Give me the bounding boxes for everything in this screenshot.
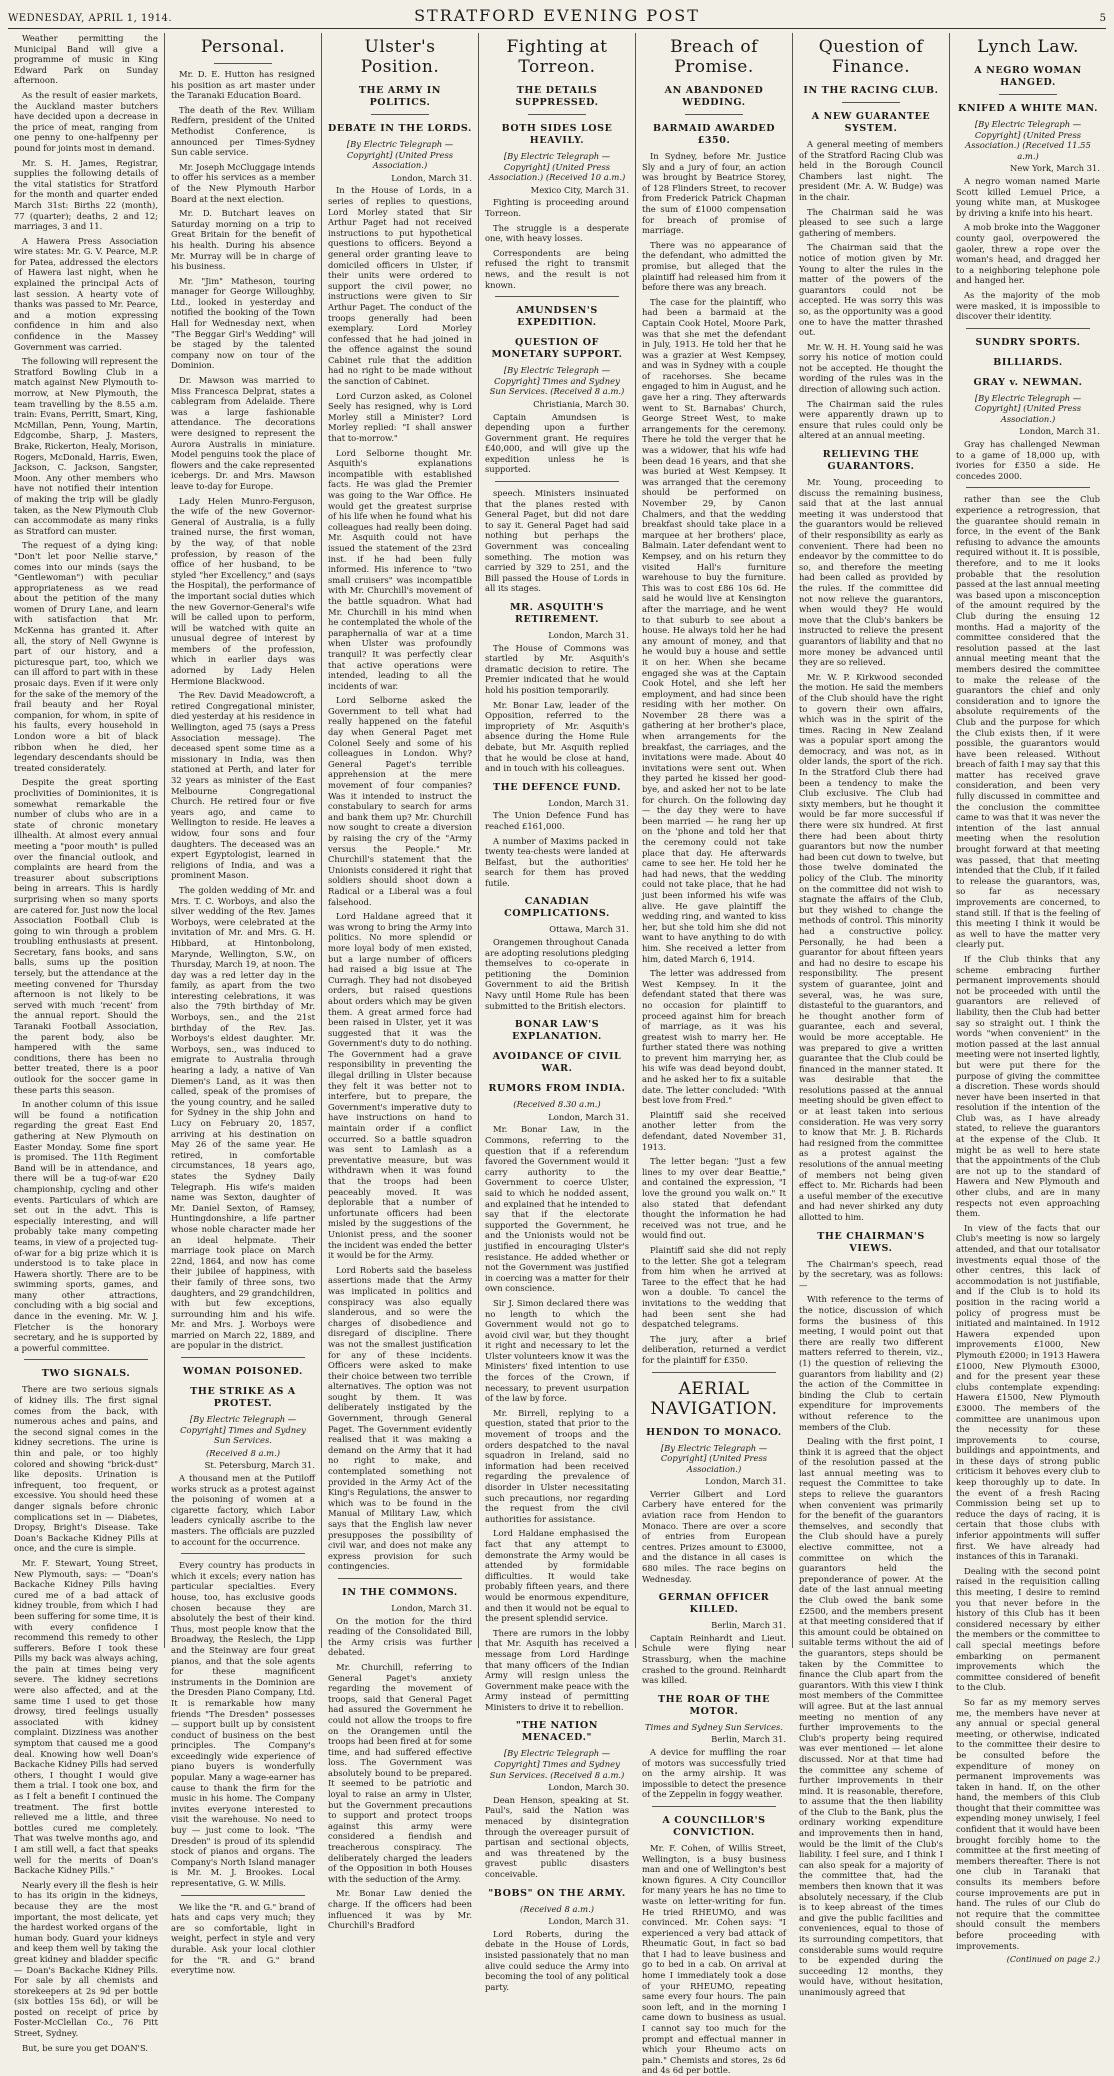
subheading: THE ARMY IN POLITICS. [358,85,442,108]
paragraph: Mr. D. Butchart leaves on Saturday morning on a trip to Great Britain for the benefit of his health. During his absence Mr. Murray will be in charge of his business. [171,208,315,272]
ad-heading: A COUNCILLOR'S CONVICTION. [662,1814,766,1838]
subheading: BILLIARDS. [993,356,1063,368]
paragraph: Lord Haldane agreed that it was wrong to bring the Army into politics. No more splendid or more loyal body of men existed, but a large number of officers had raised a big issue at The Curragh. They had not disobeyed orders, but raised questions about orders which may be given them. A great armed force had been raised in Ulster, yet it was suggested that it was the Government's duty to do nothing. The Government had a grave responsibility in preventing the illegal drilling in Ulster because they felt it was better not to interfere, but to prepare, the Government's imperative duty to have instructions on hand to maintain order if a conflict occurred. So a battle squadron was sent to Lamlash as a preventative measure, but was withdrawn when it was found that the troops had been peaceably moved. It was deplorable that a number of unfortunate officers had been misled by the suggestions of the Unionist press, and the sooner the incident was ended the better it would be for the Army. [328,911,472,1261]
paragraph: The Rev. David Meadowcroft, a retired Congregational minister, died yesterday at his residence in Wellington, aged 75 (says a Press Association message). The deceased spent some time as a missionary in India, was then stationed at Perth, and later for 32 years as minister of the East Melbourne Congregational Church. He retired four or five years ago, and came to Wellington to reside. He leaves a widow, four sons and four daughters. The deceased was an expert Egyptologist, learned in religions of India, and was a prominent Mason. [171,690,315,881]
credit: [By Electric Telegraph — Copyright] (United Press Association.) [660,1442,768,1474]
divider [966,328,1090,329]
paragraph: In the House of Lords, in a series of replies to questions, Lord Morley stated that Sir Arthur Paget had not received instructions to put hypothetical questions to officers. Beyond a general order granting leave to domiciled officers in Ulster, if their units were ordered to support the civil power, no instructions were given to Sir Arthur Paget. The conduct of the troops generally had been exemplary. Lord Morley confessed that he had joined in the offence against the sound Cabinet rule that the addition had no right to be made without the sanction of Cabinet. [328,185,472,387]
column-heading: Lynch Law. [977,37,1079,57]
paragraph: A mob broke into the Waggoner county gaol, overpowered the gaoler, threw a rope over the woman's head, and dragged her to a neighboring telephone pole and hanged her. [956,222,1100,286]
divider [181,1357,305,1358]
paragraph: The struggle is a desperate one, with heavy losses. [485,222,629,244]
subheading: GERMAN OFFICER KILLED. [658,1592,770,1616]
received: (Received 8 a.m.) [519,1903,595,1914]
column-breach-of-promise [636,33,793,2076]
column-torreon [479,33,636,1992]
dateline: London, March 31. [548,797,629,808]
paragraph: Mr. Bonar Law denied the charge. If the officers had been influenced it was by Mr. Churchill's Bradford [328,1888,472,1931]
subheading: DEBATE IN THE LORDS. [328,123,472,134]
column-heading: Fighting at Torreon. [506,37,608,77]
ad-paragraph: There are two serious signals of kidney ills. The first signal comes from the back, with numerous aches and pains, and the second signal comes in the kidney secretions. The urine is thin and pale, or too highly colored and showing "brick-dust" like deposits. Urination is infrequent, too frequent, or excessive. You should heed these danger signals before chronic complications set in — Diabetes, Dropsy, Bright's Disease. Take Doan's Backache Kidney Pills at once, and the cure is simple. [14,1384,158,1554]
paragraph: Dealing with the second point raised in the requisition calling this meeting, I desire to remind you that never before in the history of this Club has it been considered necessary by either the members or the committee to call special meetings before embarking on permanent improvements which the committee considered of benefit to the Club. [956,1565,1100,1693]
paragraph: On the motion for the third reading of the Consolidated Bill, the Army crisis was further debated. [328,1615,472,1658]
divider [685,114,743,115]
dateline: New York, March 31. [1010,163,1100,174]
paragraph: Lord Selborne thought Mr. Asquith's explanations incompatible with established facts. He was glad the Premier was going to the War Office. He would get the greatest surprise of his life when he found what his colleagues had really been doing. Mr. Asquith could not have issued the statement of the 23rd inst. if he had been fully informed. His inference to "two small cruisers" was incompatible with Mr. Churchill's movement of the battle squadron. What had Mr. Churchill in his mind when he contemplated the whole of the paraphernalia of war at a time when Ulster was profoundly tranquil? It was perfectly clear that active operations were intended, leading to all the incidents of war. [328,447,472,691]
dateline: Berlin, March 31. [711,1620,786,1631]
paragraph: A general meeting of members of the Stratford Racing Club was held in the Borough Council Chambers last night. The president (Mr. A. W. Budge) was in the chair. [799,139,943,202]
columns [8,33,1106,2076]
subheading: RUMORS FROM INDIA. [488,1083,626,1095]
paragraph: Despite the great sporting proclivities of Dominionites, it is somewhat remarkable the number of clubs who are in a state of chronic monetary illhealth. At almost every annual meeting a "poor mouth" is pulled over the financial outlook, and complaints are heard from the treasurer about subscriptions being in arrears. This is hardly surprising when so many sports are catered for. Just now the local Association Football Club is going to win through a problem troubling enthusiasts at present. Secretary, fans books, and sans balls, sums up the position tersely, but the attendance at the meeting convened for Thursday afternoon is not likely to be served with much ‘recent’ from the annual report. Should the Taranaki Football Association, the parent body, also be hampered with the same conditions, there has been no better treated, there is a poor outlook for the soccer game in these parts this season. [14,777,158,1095]
subheading: AN ABANDONED WEDDING. [664,85,764,108]
paragraph: Lord Haldane emphasised the fact that any attempt to demonstrate the Army would be attended by formidable difficulties. It would take probably fifteen years, and there would be enormous expenditure, and then it would not be equal to the present splendid service. [485,1528,629,1624]
subheading: HENDON TO MONACO. [646,1426,782,1438]
paragraph: Mr. D. E. Hutton has resigned his position as art master under the Taranaki Education Board. [171,69,315,101]
paragraph: Mr. Bonar Law, in the Commons, referring to the question that if a referendum favored the Government would it carry authority to the Government to coerce Ulster, said to which he nodded assent, and explained that he intended to say that if the electorate supported the Government, he and the Unionists would not be justified in encouraging Ulster's resistance. He added whether or not the Government was justified in coercing was a matter for their own conscience. [485,1124,629,1294]
paragraph: Mr. "Jim" Matheson, touring manager for George Willoughby, Ltd., looked in yesterday and notified the booking of the Town Hall for Wednesday next, when "The Beggar Girl's Wedding" will be staged by the talented company now on tour of the Dominion. [171,275,315,371]
column-heading: Personal. [200,37,286,57]
paragraph: The Chairman said he was pleased to see such a large gathering of members. [799,206,943,238]
column-personal [165,33,322,1976]
paragraph: The golden wedding of Mr. and Mrs. T. C. Worboys, and also the silver wedding of the Rev. James Worboys, were celebrated at the invitation of Mr. and Mrs. G. H. Hibbard, at Hintonbolong, Marynde, Wellington, S.W., on Thursday, March 19, at noon. The day was a red letter day in the family, as apart from the two interesting celebrations, it was also the 79th birthday of Mr. Worboys, sen., and the 21st birthday of the Rev. Jas. Worboys's eldest daughter. Mr. Worboys, sen., was induced to emigrate to Australia through hearing a lady, a native of Van Diemen's Land, as it was then called, speak of the promises of the young country, and he sailed for Sydney in the ship John and Lucy on February 20, 1857, arriving at his destination on May 26 of the same year. He retired, in comfortable circumstances, 18 years ago, states the Sydney Daily Telegraph. His wife's maiden name was Sexton, daughter of Mr. Daniel Sexton, of Ramsey, Huntingdonshire, a life partner whose noble character made her an ideal helpmate. Their marriage took place on March 22nd, 1864, and now has come their jubilee of happiness, with their family of three sons, two daughters, and 29 grandchildren, with but few exceptions, surrounding him and his wife. Mr. and Mrs. J. Worboys were married on March 22, 1889, and are popular in the district. [171,884,315,1351]
paragraph: Lady Helen Munro-Ferguson, the wife of the new Governor-General of Australia, is a fully trained nurse, the first woman, by the way, of that noble profession, by reason of the office of her husband, to be styled "her Excellency," and (says the Hospital), the performance of the important social duties which the new Governor-General's wife will be called upon to perform, will be watched with quite an unusual degree of interest by members of the profession, which in earlier days was adorned by Lady Helen Hermione Blackwood. [171,495,315,686]
divider [338,1578,462,1579]
dateline: London, March 30. [548,1782,629,1793]
subheading: AMUNDSEN'S EXPEDITION. [516,305,598,329]
paragraph: The jury, after a brief deliberation, returned a verdict for the plaintiff for £350. [642,1333,786,1365]
column-heading: Question of Finance. [818,37,924,77]
ad-paragraph: But, be sure you get DOAN'S. [22,2042,149,2053]
paragraph: Mr. Bonar Law, leader of the Opposition, referred to the impropriety of Mr. Asquith's absence during the Home Rule debate, but Mr. Asquith replied that he would be close at hand, and in touch with his colleagues. [485,699,629,774]
subheading: SUNDRY SPORTS. [975,336,1081,348]
divider [24,1359,148,1360]
subheading: RELIEVING THE GUARANTORS. [822,449,920,473]
paragraph: Correspondents are being refused the right to transmit news, and the result is not known. [485,247,629,290]
paragraph: There are rumors in the lobby that Mr. Asquith has received a message from Lord Hardinge that many officers of the Indian Army will resign unless the Government make peace with the Army instead of permitting Ministers to drive it to rebellion. [485,1627,629,1712]
paragraph: Lord Selborne asked the Government to tell what had really happened on the fateful day when General Paget met Colonel Seely and some of his colleagues in London. Why? General Paget's terrible apprehension at the mere movement of four companies? Was it intended to instruct the constabulary to search for arms and bank them up? Mr. Churchill now sought to create a diversion by raising the cry of the "Army versus the People." Mr. Churchill's statement that the Unionists considered it right that soldiers should shoot down a Radical or a Liberal was a foul falsehood. [328,695,472,907]
column-lynch-law [950,33,1106,1965]
subheading: THE DETAILS SUPPRESSED. [515,85,599,108]
paragraph: The case for the plaintiff, who had been a barmaid at the Captain Cook Hotel, Moore Park, was that she met the defendant in July, 1913. He told her that he was a grazier at West Kempsey, and was in Sydney with a couple of racehorses. She became engaged to him in August, and he gave her a ring. They afterwards went to St. Barnabas' Church, George Street West, to make arrangements for the ceremony. There he told the verger that he was a widower, that his wife had been dead 16 years, and that she was buried at West Kempsey. It was arranged that the ceremony should be performed on November 29, by Canon Chalmers, and that the wedding breakfast should take place in a marquee at her brothers' place, Balmain. Later defendant went to Kempsey, and on his return they visited Hall's furniture warehouse to buy the furniture. This was to cost £86 10s 6d. He said he would live at Kensington after the marriage, and he went to that suburb to see about a house. He always told her he had any amount of money, and that he would buy a house and settle it on her. When she became engaged she was at the Captain Cook Hotel, and she left her employment, and had since been residing with her mother. On November 28 there was a gathering at her brother's place, when arrangements for the breakfast, the carriages, and the invitations were made. About 40 invitations were sent out. When they parted he kissed her good-bye, and asked her not to be late for church. On the following day — the day they were to have been married — he rang her up on the 'phone and told her that the ceremony could not take place that day. He afterwards came to see her. He told her he had had news, that the wedding could not take place, that he had just been informed his wife was alive. He gave plaintiff the wedding ring, and wanted to kiss her, but she told him she did not want to have anything to do with him. She received a letter from him, dated March 6, 1914. [642,296,786,964]
divider [652,1806,776,1807]
subheading: "THE NATION MENACED." [515,1720,599,1744]
subheading: MR. ASQUITH'S RETIREMENT. [510,602,604,625]
divider [181,1895,305,1896]
paragraph: Plaintiff said she received another letter from the defendant, dated November 31, 1913. [642,1109,786,1152]
subheading: QUESTION OF MONETARY SUPPORT. [491,337,623,361]
story-received: (Received 8 a.m.) [205,1447,281,1458]
dateline: Christiania, March 30. [533,398,629,409]
subheading: IN THE RACING CLUB. [803,85,939,96]
paragraph: Sir J. Simon declared there was no length to which the Government would not go to avoid civil war, but they thought it right and necessary to let the Ulster volunteers know it was the Ministers' fixed intention to use the forces of the Crown, if necessary, to prevent usurpation of the law by force. [485,1297,629,1404]
subheading: THE CHAIRMAN'S VIEWS. [817,1230,925,1254]
credit: [By Electric Telegraph — Copyright] (United Press Association.) (Received 11.55 a.m.) [965,119,1091,161]
divider [214,63,272,64]
subheading: "BOBS" ON THE ARMY. [488,1887,626,1899]
ad-paragraph: Mr. F. Stewart, Young Street, New Plymouth, says: — "Doan's Backache Kidney Pills having cured me of a bad attack of kidney trouble, from which I had been suffering for some time, it is with every confidence I recommend this remedy to other sufferers. Before I took these Pills my back was always aching, the pain at times being very severe. The kidney secretions were also affected, and at the same time I used to get those drowsy, tired feelings usually associated with kidney complaint. Dizziness was another symptom that caused me a good deal. Knowing how well Doan's Backache Kidney Pills had served others, I thought I would give them a trial. I took one box, and as I felt a benefit I continued the treatment. The first bottle relieved me a little, and three bottles cured me completely. That was twelve months ago, and I am still well, a fact that speaks well for the merits of Doan's Backache Kidney Pills." [14,1557,158,1876]
paragraph: Dealing with the first point, I think it is agreed that the object of the resolution passed at the last annual meeting was to request the Committee to take steps to relieve the guarantors when convenient was primarily for the benefit of the guarantors themselves, and secondly that the Club should have a purely elective committee, not a committee on which the guarantors held the preponderance of power. At the date of the last annual meeting the Club owed the bank some £2500, and the members present at that meeting considered that if this amount could be obtained on suitable terms without the aid of the guarantors, steps should be taken by the Committee to finance the Club apart from the guarantors. With this view I think most members of the Committee will agree. But at the last annual meeting no mention of any further improvements to the Club's property being required was ever mentioned — let alone discussed. Nor at that time had the committee any scheme of further improvements in their mind. It is reasonable, therefore, to assume that the then liability of the Club to the Bank, plus the ordinary working expenditure and improvements then in hand, would be the limit of the Club's liability. I feel sure, and I think I can also speak for a majority of the committee that, had the members then known that it was absolutely necessary, if the Club is to keep abreast of the times and give the public facilities and conveniences, equal to those of its surrounding competitors, that considerable sums would require to be expended during the succeeding 12 months, they would have, without hesitation, unanimously agreed that [799,1436,943,1997]
credit: [By Electric Telegraph — Copyright] (United Press Association.) [974,392,1082,424]
subheading: A NEGRO WOMAN HANGED. [974,65,1082,88]
paragraph: Dr. Mawson was married to Miss Francesca Delprat, states a cablegram from Adelaide. There was a large fashionable attendance. The decorations were designed to represent the Aurora Australis in miniature. Model penguins took the place of flowers and the cake represented icebergs. Dr. and Mrs. Mawson leave to-day for Europe. [171,375,315,491]
dateline: London, March 31. [1019,426,1100,437]
divider [966,487,1090,488]
paragraph: In view of the facts that our Club's meeting is now so largely attended, and that our totalisator investments equal those of the other centres, this lack of accommodation is not justifiable, and if the Club is to hold its position in the racing world a policy of progress must be initiated and maintained. In 1912 Hawera expended upon improvements £1000, New Plymouth £2000; in 1913 Hawera £1000, New Plymouth £3000, and for the present year these clubs contemplate expending: Hawera £1500, New Plymouth £3000. The members of the committee are unanimous upon the necessity for these improvements to course, buildings and appointments, and in these days of strong public criticism it behoves every club to keep thoroughly up to date. In the event of a fresh Racing Commission being set up to reduce the days of racing, it is certain that those clubs with inferior appointments will suffer first. We have already had instances of this in Taranaki. [956,1222,1100,1562]
dateline: London, March 31. [391,1602,472,1613]
credit: Times and Sydney Sun Services. [644,1721,783,1732]
paragraph: Mr. Joseph McCluggage intends to offer his services as a member of the New Plymouth Harbor Board at the next election. [171,161,315,204]
paragraph: In Sydney, before Mr. Justice Sly and a jury of four, an action was brought by Beatrice Storey, of 128 Flinders Street, to recover from Frederick Patrick Chapman the sum of £1000 compensation for breach of promise of marriage. [642,151,786,236]
column-heading: Ulster's Position. [360,37,440,77]
paragraph: A device for muffling the roar of motors was successfully tried on the army airship. It was impossible to detect the presence of the Zeppelin in foggy weather. [642,1746,786,1800]
dateline: London, March 31. [391,172,472,183]
credit: [By Electric Telegraph — Copyright] (United Press Association.) (Received 10 a.m.) [488,151,626,183]
paragraph: Lord Roberts, during the debate in the House of Lords, insisted passionately that no man alive could seduce the Army into becoming the tool of any political party. [485,1928,629,1992]
continued-note: (Continued on page 2.) [1006,1955,1100,1965]
subheading: THE DEFENCE FUND. [493,781,621,793]
paragraph: rather than see the Club experience a retrogression, that the guarantee should remain in force, in the event of the Bank refusing to advance the amounts required without it. It is possible, therefore, and to me it looks probable that the resolution passed at the last annual meeting was based upon a misconception of the amount required by the Club during the ensuing 12 months. Had a majority of the committee considered that the resolution passed at the last annual meeting meant that the members desired the committee to make the release of the guarantors the chief and only consideration and to ignore the absolute requirements of the Club and the purpose for which the Club exists then, if it were possible, the guarantors would have been released. Without breach of faith I may say that this matter has received grave consideration, and been very fully discussed in committee and the conclusion the committee came to was that it was never the intention of the last annual meeting when the resolution brought forward at that meeting was passed, that that meeting intended that the Club, if it failed to release the guarantors, was, so far as necessary improvements are concerned, to stand still. If that is the feeling of this meeting I think it would be as well to have the matter very clearly put. [956,494,1100,950]
paragraph: Plaintiff said she did not reply to the letter. She got a telegram from him when he arrived at Taree to the effect that he had won a double. To cancel the invitations to the wedding that had been sent she had despatched telegrams. [642,1244,786,1330]
paragraph: The request of a dying king: "Don't let poor Nellie starve," comes into our minds (says the "Gentlewoman") with peculiar appropriateness as we read about the petition of the many women of Drury Lane, and learn with satisfaction that Mr. McKenna has granted it. After all, the story of Nell Gwynne is part of our history, and a picturesque part, too, which we can ill afford to part with in these prosaic days. Even if it were only for the sake of the memory of the frail beauty and her Royal companion, for whom, in spite of his faults, every household in London wore a bit of black ribbon when he died, her legendary descendants should be treated considerately. [14,540,158,773]
paragraph: Mr. S. H. James, Registrar, supplies the following details of the vital statistics for Stratford for the month and quarter ended March 31st: Births 22 (month), 77 (quarter); deaths, 2 and 12; marriages, 3 and 11. [14,157,158,232]
paragraph: The letter began: "Just a few lines to my over dear Beattie," and contained the expression, "I love the ground you walk on." It also stated that defendant thought the information he had received was not true, and he would find out. [642,1156,786,1241]
paragraph: Mr. Birrell, replying to a question, stated that prior to the movement of troops and the orders despatched to the naval squadron in Ireland, said no information had been received regarding the prevalence of disorder in Ulster necessitating such precautions, nor regarding the request from the civil authorities for assistance. [485,1407,629,1524]
paragraph: We like the "R. and G." brand of hats and caps very much; they are so comfortable, light in weight, perfect in style and very durable. Ask your local clothier for the "R. and G." brand everytime now. [171,1901,315,1976]
story-subheading: THE STRIKE AS A PROTEST. [190,1386,296,1410]
credit: [By Electric Telegraph — Copyright] (United Press Association.) [346,139,454,171]
divider [371,114,429,115]
paragraph: Fighting is proceeding around Torreon. [485,197,629,218]
paragraph: Lord Curzon asked, as Colonel Seely has resigned, why is Lord Morley still a Minister? Lord Morley replied: "I shall answer that to-morrow." [328,390,472,444]
dateline: Mexico City, March 31. [530,184,629,195]
paragraph: A Hawera Press Association wire states: Mr. G. V. Pearce, M.P. for Patea, addressed the electors of Hawera last night, when he explained the principal Acts of last session. A hearty vote of thanks was passed to Mr. Pearce, and a motion expressing confidence in him and also confidence in the Massey Government was carried. [14,235,158,352]
paragraph: With reference to the terms of the notice, discussion of which forms the business of this meeting, I would point out that there are really two different matters referred to therein, viz., (1) the question of relieving the guarantors from liability and (2) the action of the Committee in binding the Club to certain expenditure for improvements without reference to the members of the Club. [799,1294,943,1432]
paragraph: Verrier Gilbert and Lord Carbery have entered for the aviation race from Hendon to Monaco. There are over a score of entries from European centres. Prizes amount to £3000, and the distance in all cases is 680 miles. The race begins on Wednesday. [642,1488,786,1584]
column-question-of-finance [793,33,950,1997]
paragraph: Mr. W. H. H. Young said he was sorry his notice of motion could not be accepted. He thought the wording of the rules was in the direction of allowing such action. [799,341,943,395]
dateline: Berlin, March 31. [711,1734,786,1745]
section-heading: AERIAL NAVIGATION. [650,1378,778,1419]
paragraph: The Chairman said the rules were apparently drawn up to ensure that rules could only be altered at an annual meeting. [799,398,943,441]
paragraph: A number of Maxims packed in twenty tea-chests were landed at Belfast, but the authorities' search for them has proved futile. [485,835,629,888]
subheading: BOTH SIDES LOSE HEAVILY. [501,123,613,146]
paragraph: Captain Amundsen is depending upon a further Government grant. He requires £40,000, and will give up the expedition unless he is supported. [485,411,629,475]
ad-heading: TWO SIGNALS. [41,1368,131,1380]
divider [495,481,619,482]
column-ulster [322,33,479,1931]
divider [999,94,1057,95]
column-heading: Breach of Promise. [670,37,758,77]
story-dateline: St. Petersburg, March 31. [204,1460,315,1471]
column-local-news [8,33,165,2053]
paragraph: So far as my memory serves me, the members have never at any annual or special general meeting, or otherwise, indicated to the committee their desire to be consulted before the expenditure of money on permanent improvements was taken in hand. If, on the other hand, the members of this Club thought that their committee was expending money unwisely, I feel confident that it would have been brought forcibly home to the committee at the first meeting of members thereafter. There is not one club in Taranaki that consults its members before course improvements are put in hand. The rules of our Club do not require that the committee should consult the members before proceeding with improvements. [956,1696,1100,1951]
paragraph: Orangemen throughout Canada are adopting resolutions pledging themselves to co-operate in petitioning the Dominion Government to aid the British Navy until Home Rule has been submitted to the British electors. [485,937,629,1011]
dateline: London, March 31. [705,1476,786,1487]
subheading: BARMAID AWARDED £350. [652,123,776,146]
subheading: AVOIDANCE OF CIVIL WAR. [492,1051,622,1075]
story-heading: WOMAN POISONED. [183,1366,303,1378]
paragraph: As the result of easier markets, the Auckland master butchers have decided upon a decrease in the price of meat, ranging from one penny to one-halfpenny per pound for joints most in demand. [14,89,158,153]
divider [495,296,619,297]
dateline: Ottawa, March 31. [549,924,629,935]
divider [652,1372,776,1373]
received: (Received 8.30 a.m.) [513,1099,601,1110]
credit: [By Electric Telegraph — Copyright] Times and Sydney Sun Services. (Received 8 a.m.) [489,1748,625,1780]
subheading: BONAR LAW'S EXPLANATION. [512,1019,602,1043]
paragraph: The following will represent the Stratford Bowling Club in a match against New Plymouth to-morrow, at New Plymouth, the team travelling by the 8.55 a.m. train: Evans, Perritt, Smart, King, McMillan, Penn, Young, Martin, Edgcombe, Sharp, J. Masters, Brake, Rickerton, Healy, Morison, Rogers, McDonald, Harris, Ewen, Jackson, C. Jackson, Sangster, Moon. Any other members who have not notified their intention of making the trip will be gladly taken, as the New Plymouth Club can accommodate as many rinks as Stratford can muster. [14,356,158,536]
paragraph: Weather permitting the Municipal Band will give a programme of music in King Edward Park on Sunday afternoon. [14,33,158,86]
ad-paragraph: Mr. F. Cohen, of Willis Street, Wellington, is a busy business man and one of Wellington's best known figures. A City Councillor for many years he has no time to waste on letter-writing for fun. He tried RHEUMO, and was convinced. Mr. Cohen says: "I experienced a very bad attack of Rheumatic Gout, in fact so bad that I had to leave business and go to bed in a cab. On arrival at home I immediately took a dose of your RHEUMO, repeating same every four hours. The pain soon left, and in the morning I came down to business as usual. I cannot say too much for the prompt and effectual manner in which your Rheumo acts on pain." Chemists and stores, 2s 6d and 4s 6d per bottle. [642,1842,786,2076]
paragraph: Dean Henson, speaking at St. Paul's, said the Nation was menaced by disintegration through the overeager pursuit of partisan and sectional objects, and was threatened by the gravest public disasters conceivable. [485,1794,629,1879]
paragraph: In another column of this issue will be found a notification regarding the great East End gathering at New Plymouth on Easter Monday. Some fine sport is promised. The 11th Regiment Band will be in attendance, and there will be a tug-of-war £20 championship, cycling and other events. Particulars of which are set out in the advt. This is especially interesting, and will probably take many competing teams, in view of a projected tug-of-war for a big prize which it is understood is to take place in Hawera shortly. There are to be swimming sports, games, and many other attractions, concluding with a big social and dance in the evening. Mr. W. J. Fletcher is the honorary secretary, and he is supported by a powerful committee. [14,1099,158,1353]
paragraph: The Union Defence Fund has reached £161,000. [485,810,629,831]
paragraph: speech. Ministers insinuated that the planes rested with General Paget, but did not dare to say it. General Paget had said nothing but perhaps the Government was concealing something. The motion was carried by 329 to 251, and the Bill passed the House of Lords in all its stages. [485,488,629,594]
newspaper-title: STRATFORD EVENING POST [414,6,700,25]
ad-paragraph: Nearly every ill the flesh is heir to has its origin in the kidneys, because they are the most important, the most delicate, yet the hardest worked organs of the human body. Guard your kidneys and keep them well by taking the great kidney and bladder specific — Doan's Backache Kidney Pills. For sale by all chemists and storekeepers at 2s 9d per bottle (six bottles 15s 6d), or will be posted on receipt of price by Foster-McClellan Co., 76 Pitt Street, Sydney. [14,1879,158,2039]
divider [528,114,586,115]
paragraph: Mr. Young, proceeding to discuss the remaining business, said that at the last annual meeting it was understood that the guarantors would be relieved of their responsibility as early as convenient. There had been no endeavor by the committee to do so, and therefore the meeting had been called as provided by the rules. If the committee did not now relieve the guarantors, when would they? He would move that the Club's bankers be instructed to relieve the present guarantors of liability and that no more money be advanced until they are so relieved. [799,477,943,668]
dateline: London, March 31. [548,630,629,640]
credit: [By Electric Telegraph — Copyright] Times and Sydney Sun Services. (Received 8 a.m.) [489,365,625,397]
paragraph: If the Club thinks that any scheme embracing further permanent improvements should not be proceeded with until the guarantors are relieved of liability, then the Club had better say so straight out. I think the words "when convenient" in the motion passed at the last annual meeting were not inserted lightly, but were put there for the purpose of giving the committee a discretion. These words should never have been inserted in that resolution if the intention of the Club was, as I have already stated, to relieve the guarantors at the expense of the Club. It might be as well to here state that the appointments of the Club are not up to the standard of Hawera and New Plymouth and other clubs, and are in many respects not even approaching them. [956,953,1100,1219]
paragraph: Lord Roberts said the baseless assertions made that the Army was implicated in politics and conspiracy was also equally slanderous, and so were the charges of disobedience and disregard of discipline. There was not the smallest justification for any of these incidents. Officers were asked to make their choice between two terrible alternatives. The option was not sought by them. It was deliberately instigated by the Government, through General Paget. The Government evidently realised that it was making a demand on the Army that it had no right to make, and contemplated something not provided in the Army Act of the King's Regulations, the answer to which was to be found in the Manual of Military Law, which says that the English law never presupposes the possibility of civil war, and does not make any express provision for such contingencies. [328,1264,472,1572]
paragraph: The letter was addressed from West Kempsey. In it the defendant stated that there was no occasion for plaintiff to proceed against him for breach of marriage, as it was his greatest wish to marry her. He further stated there was nothing to prevent him marrying her, as his wife was dead beyond doubt, and he asked her to fix a suitable date. The letter concluded: "With best love from Fred." [642,968,786,1106]
paragraph: The Chairman's speech, read by the secretary, was as follows: — [799,1258,943,1290]
subheading: KNIFED A WHITE MAN. [958,103,1098,114]
paragraph: A negro woman named Marie Scott killed Lemuel Price, a young white man, at Muskogee by driving a knife into his heart. [956,175,1100,218]
masthead [8,6,1106,29]
paragraph: As the majority of the mob were masked, it is impossible to discover their identity. [956,289,1100,322]
dateline: London, March 31. [548,1916,629,1927]
subheading: THE ROAR OF THE MOTOR. [658,1693,770,1717]
subheading: A NEW GUARANTEE SYSTEM. [811,111,931,134]
subheading: CANADIAN COMPLICATIONS. [504,896,610,920]
paragraph: The Chairman said that the notice of motion given by Mr. Young to alter the rules in the matter of the powers of the guarantors could not be accepted. He was sorry this was so, as the opportunity was a good one to have the matter thrashed out. [799,242,943,338]
dateline: London, March 31. [548,1111,629,1122]
issue-date: WEDNESDAY, APRIL 1, 1914. [8,13,173,24]
divider [181,1553,305,1554]
paragraph: Captain Reinhardt and Lieut. Schule were flying near Strassburg, when the machine crashed to the ground. Reinhardt was killed. [642,1632,786,1686]
paragraph: Every country has products in which it excels; every nation has particular specialties. Every house, too, has exclusive goods chosen because they are absolutely the best of their kind. Thus, most people know that the Broadway, the Reslech, the Lipp and the Steinway are four great pianos, and that the sole agents for these magnificent instruments in the Dominion are the Dresden Piano Company, Ltd. It is remarkable how many friends "The Dresden" possesses — support built up by consistent conduct of business on the best principles. The Company's exceedingly wide experience of piano buyers is wonderfully popular. Many a wage-earner has cause to thank the firm for the music in his home. The Company invites everyone interested to visit the warehouse. No need to buy — just come to look. "The Dresden" is proud of its splendid stock of pianos and organs. The Company's North Island manager is Mr. M. J. Brookes. Local representative, G. W. Mills. [171,1560,315,1888]
paragraph: The House of Commons was startled by Mr. Asquith's dramatic decision to retire. The Premier indicated that he would hold his position temporarily. [485,642,629,695]
paragraph: Gray has challenged Newman to a game of 18,000 up, with ivories for £350 a side. He concedes 2000. [956,439,1100,481]
paragraph: A thousand men at the Putiloff works struck as a protest against the poisoning of women at a cigarette factory, which Labor leaders cynically ascribe to the masters. The officials are puzzled to account for the occurrence. [171,1473,315,1547]
divider [842,102,900,103]
paragraph: The death of the Rev. William Redfern, president of the United Methodist Conference, is announced per Times-Sydney Sun cable service. [171,104,315,158]
page-number: 5 [1099,13,1106,24]
paragraph: There was no appearance of the defendant, who admitted the promise, but alleged that the plaintiff had released him from it before there was any breach. [642,239,786,293]
paragraph: Mr. Churchill, referring to General Paget's anxiety regarding the movement of troops, said that General Paget had assured the Government he could not allow the troops to fire on the Orangemen until the troops had been fired at for some time, and had suffered effective loss. The Government was absolutely bound to be prepared. It seemed to be patriotic and loyal to raise an army in Ulster, but the Government precautions to support and protect troops against this army were considered a fiendish and treacherous conspiracy. The deliberately charged the leaders of the Opposition in both Houses with the seduction of the Army. [328,1661,472,1884]
subheading: IN THE COMMONS. [342,1586,458,1598]
story-credit: [By Electric Telegraph — Copyright] Times and Sydney Sun Services. [180,1414,306,1446]
paragraph: Mr. W. P. Kirkwood seconded the motion. He said the members of the Club should have the right to govern their own affairs, which was in the spirit of the times. Racing in New Zealand was a popular sport among the democracy, and was not, as in older lands, the sport of the rich. In the Stratford Club there had been a tendency to make the Club exclusive. The Club had sixty members, but he thought it would be far more successful if there were six hundred. At first there had been about thirty guarantors but now the number had been cut down to twelve, but those twelve dominated the policy of the Club. The minority on the committee did not wish to stagnate the affairs of the Club, but they wished to change the methods of control. This minority had a constructive policy. Personally, he had been a guarantor for about fifteen years and had no desire to escape his responsibility. The present system of guarantee, joint and several, was, he was sure, distasteful to the guarantors, and he thought another form of guarantee, each and several, would be more acceptable. He was prepared to give a written guarantee that the Club could be financed in the manner stated. It was desirable that the resolutions passed at the annual meeting should be given effect to or at least taken into serious consideration. He was very sorry to know that Mr. J. B. Richards had resigned from the committee as a protest against the resolutions of the annual meeting of members not being given effect to. Mr. Richards had been a useful member of the executive and had never shirked any duty allotted to him. [799,671,943,1222]
subheading: GRAY v. NEWMAN. [973,376,1083,388]
